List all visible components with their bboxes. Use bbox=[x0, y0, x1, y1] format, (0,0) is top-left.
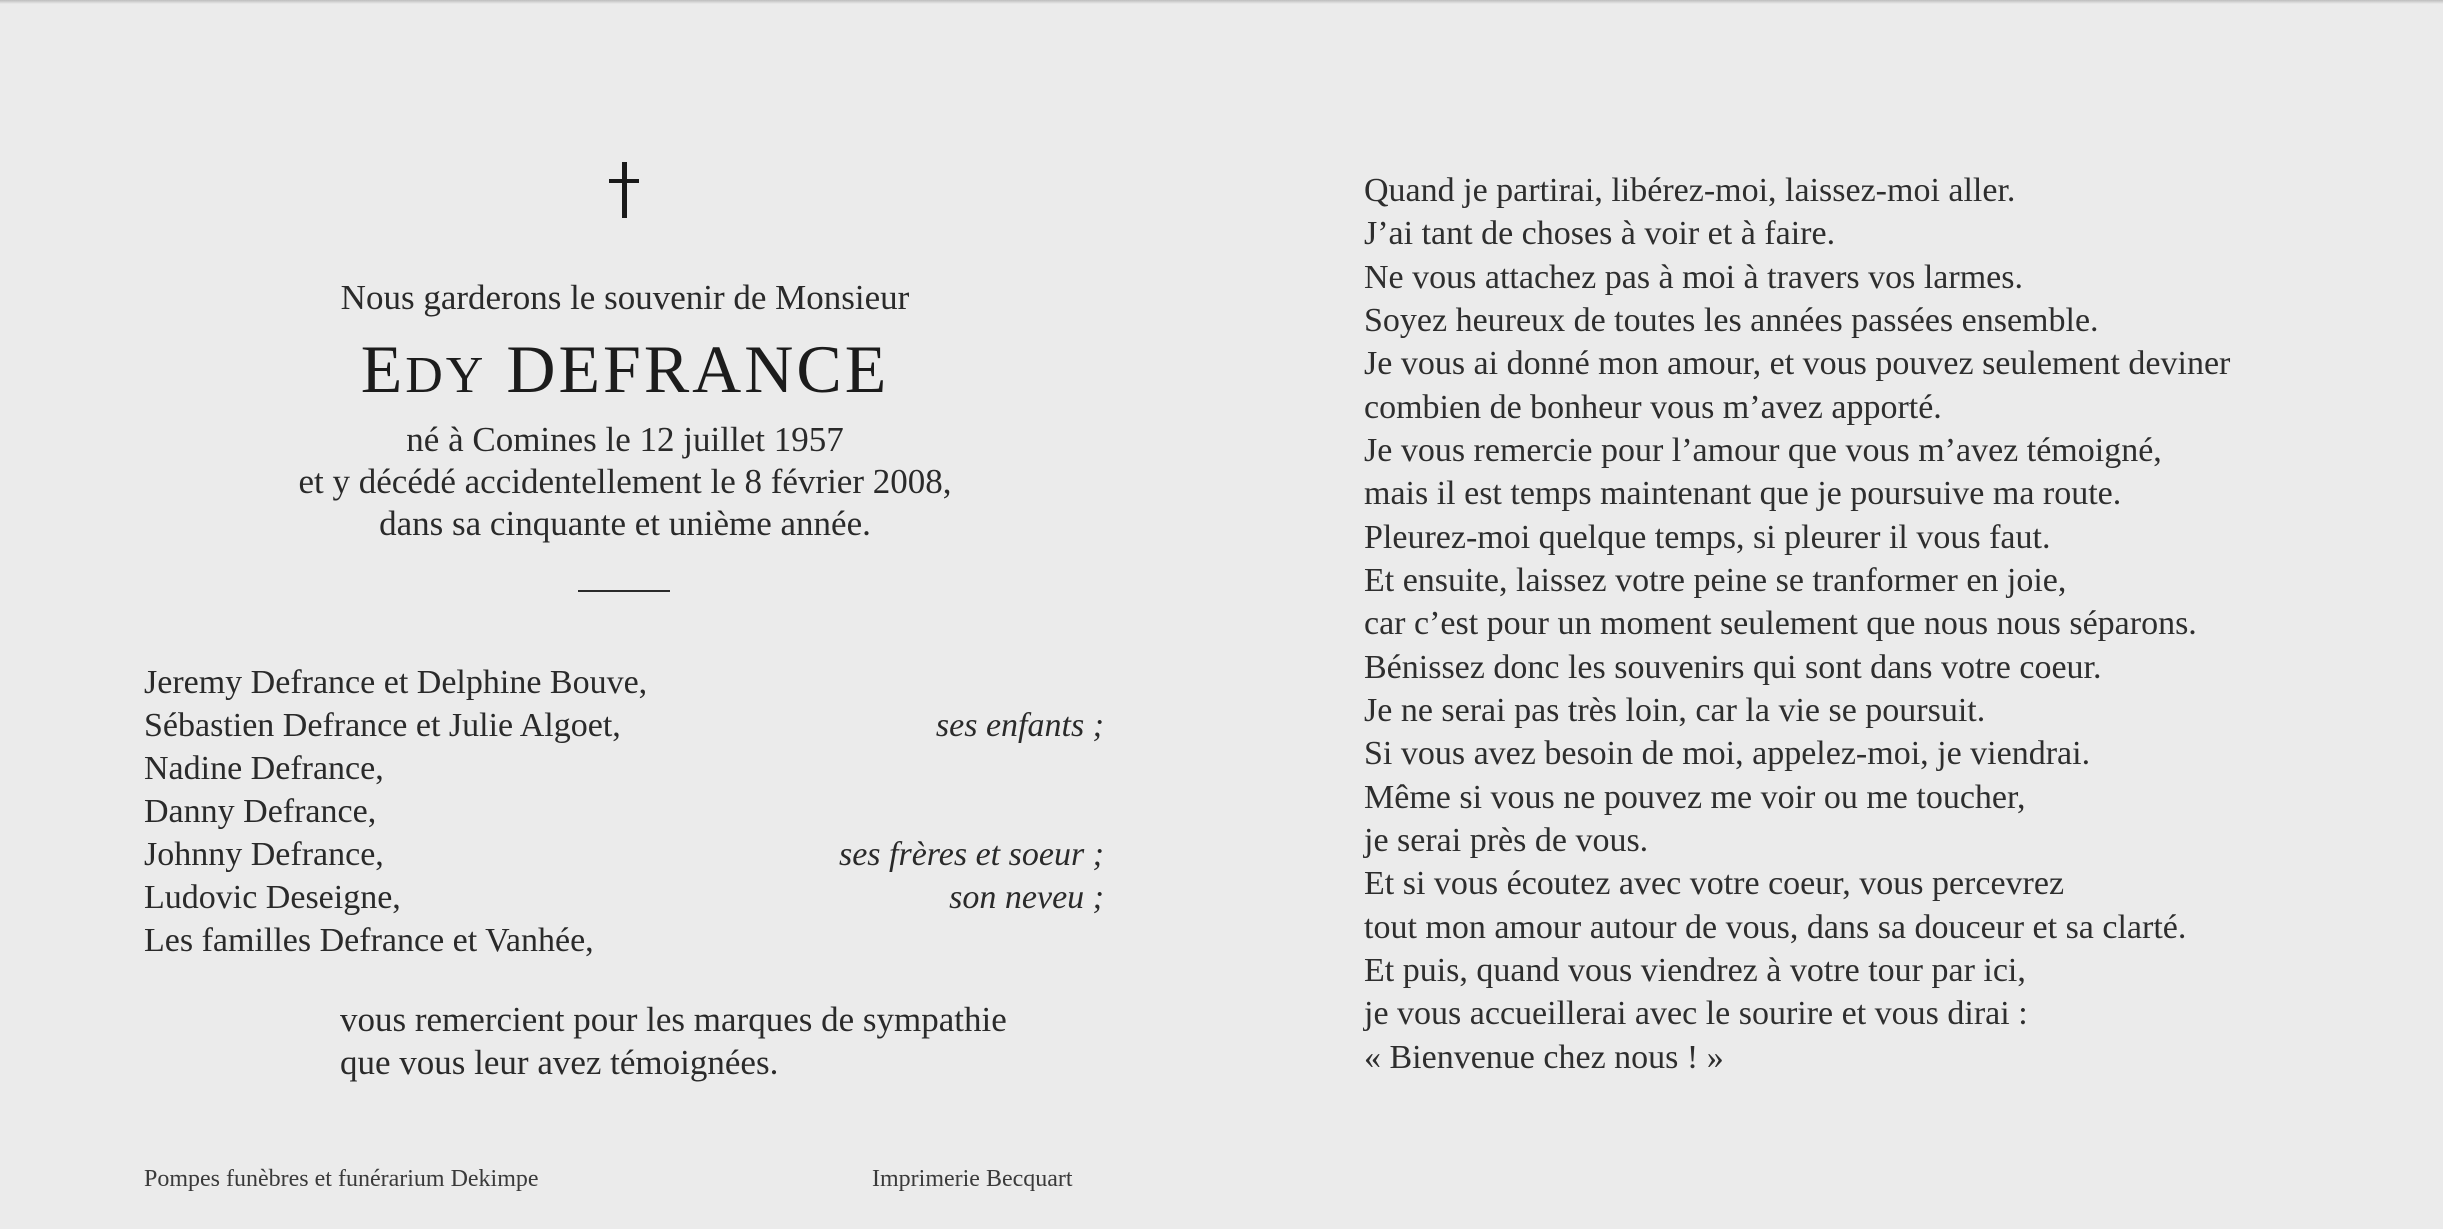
poem-line: Bénissez donc les souvenirs qui sont dans votre coeur. bbox=[1364, 649, 2102, 686]
thanks-line: que vous leur avez témoignées. bbox=[340, 1043, 779, 1082]
death-line: et y décédé accidentellement le 8 février 2008, bbox=[298, 462, 952, 501]
last-name: DEFRANCE bbox=[506, 331, 890, 407]
poem-line: Je ne serai pas très loin, car la vie se poursuit. bbox=[1364, 692, 1986, 729]
poem-line: Même si vous ne pouvez me voir ou me toucher, bbox=[1364, 779, 2026, 816]
poem-line: combien de bonheur vous m’avez apporté. bbox=[1364, 389, 1942, 426]
printer-credit: Imprimerie Becquart bbox=[872, 1166, 1073, 1192]
family-row bbox=[144, 793, 1104, 837]
poem-line: Et ensuite, laissez votre peine se tranformer en joie, bbox=[1364, 562, 2067, 599]
poem-line: J’ai tant de choses à voir et à faire. bbox=[1364, 215, 1836, 252]
divider-rule bbox=[578, 590, 670, 592]
poem-line: je serai près de vous. bbox=[1364, 822, 1649, 859]
family-member-name: Les familles Defrance et Vanhée, bbox=[144, 922, 594, 959]
cross-icon bbox=[604, 162, 644, 222]
poem-line: Soyez heureux de toutes les années passées ensemble. bbox=[1364, 302, 2099, 339]
age-line: dans sa cinquante et unième année. bbox=[379, 504, 871, 543]
poem-line: Je vous remercie pour l’amour que vous m’avez témoigné, bbox=[1364, 432, 2162, 469]
family-row bbox=[144, 836, 1104, 880]
poem-line: Et puis, quand vous viendrez à votre tour par ici, bbox=[1364, 952, 2026, 989]
family-member-name: Sébastien Defrance et Julie Algoet, bbox=[144, 707, 621, 744]
poem-line: je vous accueillerai avec le sourire et vous dirai : bbox=[1364, 995, 2028, 1032]
family-member-name: Danny Defrance, bbox=[144, 793, 377, 830]
poem-line: tout mon amour autour de vous, dans sa douceur et sa clarté. bbox=[1364, 909, 2187, 946]
family-row bbox=[144, 879, 1104, 923]
first-name-rest: DY bbox=[405, 347, 487, 404]
family-row bbox=[144, 664, 1104, 708]
first-name-initial: E bbox=[360, 331, 406, 407]
family-member-name: Johnny Defrance, bbox=[144, 836, 384, 873]
family-row bbox=[144, 750, 1104, 794]
family-member-name: Ludovic Deseigne, bbox=[144, 879, 401, 916]
poem-line: « Bienvenue chez nous ! » bbox=[1364, 1039, 1724, 1076]
poem-line: Quand je partirai, libérez-moi, laissez-moi aller. bbox=[1364, 172, 2016, 209]
thanks-line: vous remercient pour les marques de sympathie bbox=[340, 1000, 1007, 1039]
birth-line: né à Comines le 12 juillet 1957 bbox=[406, 420, 844, 459]
intro-line: Nous garderons le souvenir de Monsieur bbox=[340, 278, 910, 317]
family-relation: ses frères et soeur ; bbox=[838, 836, 1104, 873]
poem-line: car c’est pour un moment seulement que nous nous séparons. bbox=[1364, 605, 2197, 642]
poem-line: Pleurez-moi quelque temps, si pleurer il vous faut. bbox=[1364, 519, 2051, 556]
poem-line: Je vous ai donné mon amour, et vous pouvez seulement deviner bbox=[1364, 345, 2231, 382]
poem-line: Et si vous écoutez avec votre coeur, vous percevrez bbox=[1364, 865, 2065, 902]
poem-line: Si vous avez besoin de moi, appelez-moi, je viendrai. bbox=[1364, 735, 2091, 772]
family-member-name: Jeremy Defrance et Delphine Bouve, bbox=[144, 664, 648, 701]
family-relation: son neveu ; bbox=[949, 879, 1104, 916]
family-member-name: Nadine Defrance, bbox=[144, 750, 384, 787]
funeral-home-credit: Pompes funèbres et funérarium Dekimpe bbox=[144, 1166, 539, 1192]
family-row bbox=[144, 922, 1104, 966]
deceased-name bbox=[150, 330, 1100, 409]
poem-line: mais il est temps maintenant que je poursuive ma route. bbox=[1364, 475, 2122, 512]
family-relation: ses enfants ; bbox=[935, 707, 1104, 744]
poem-line: Ne vous attachez pas à moi à travers vos larmes. bbox=[1364, 259, 2023, 296]
card-top-edge bbox=[0, 0, 2443, 4]
family-row bbox=[144, 707, 1104, 751]
